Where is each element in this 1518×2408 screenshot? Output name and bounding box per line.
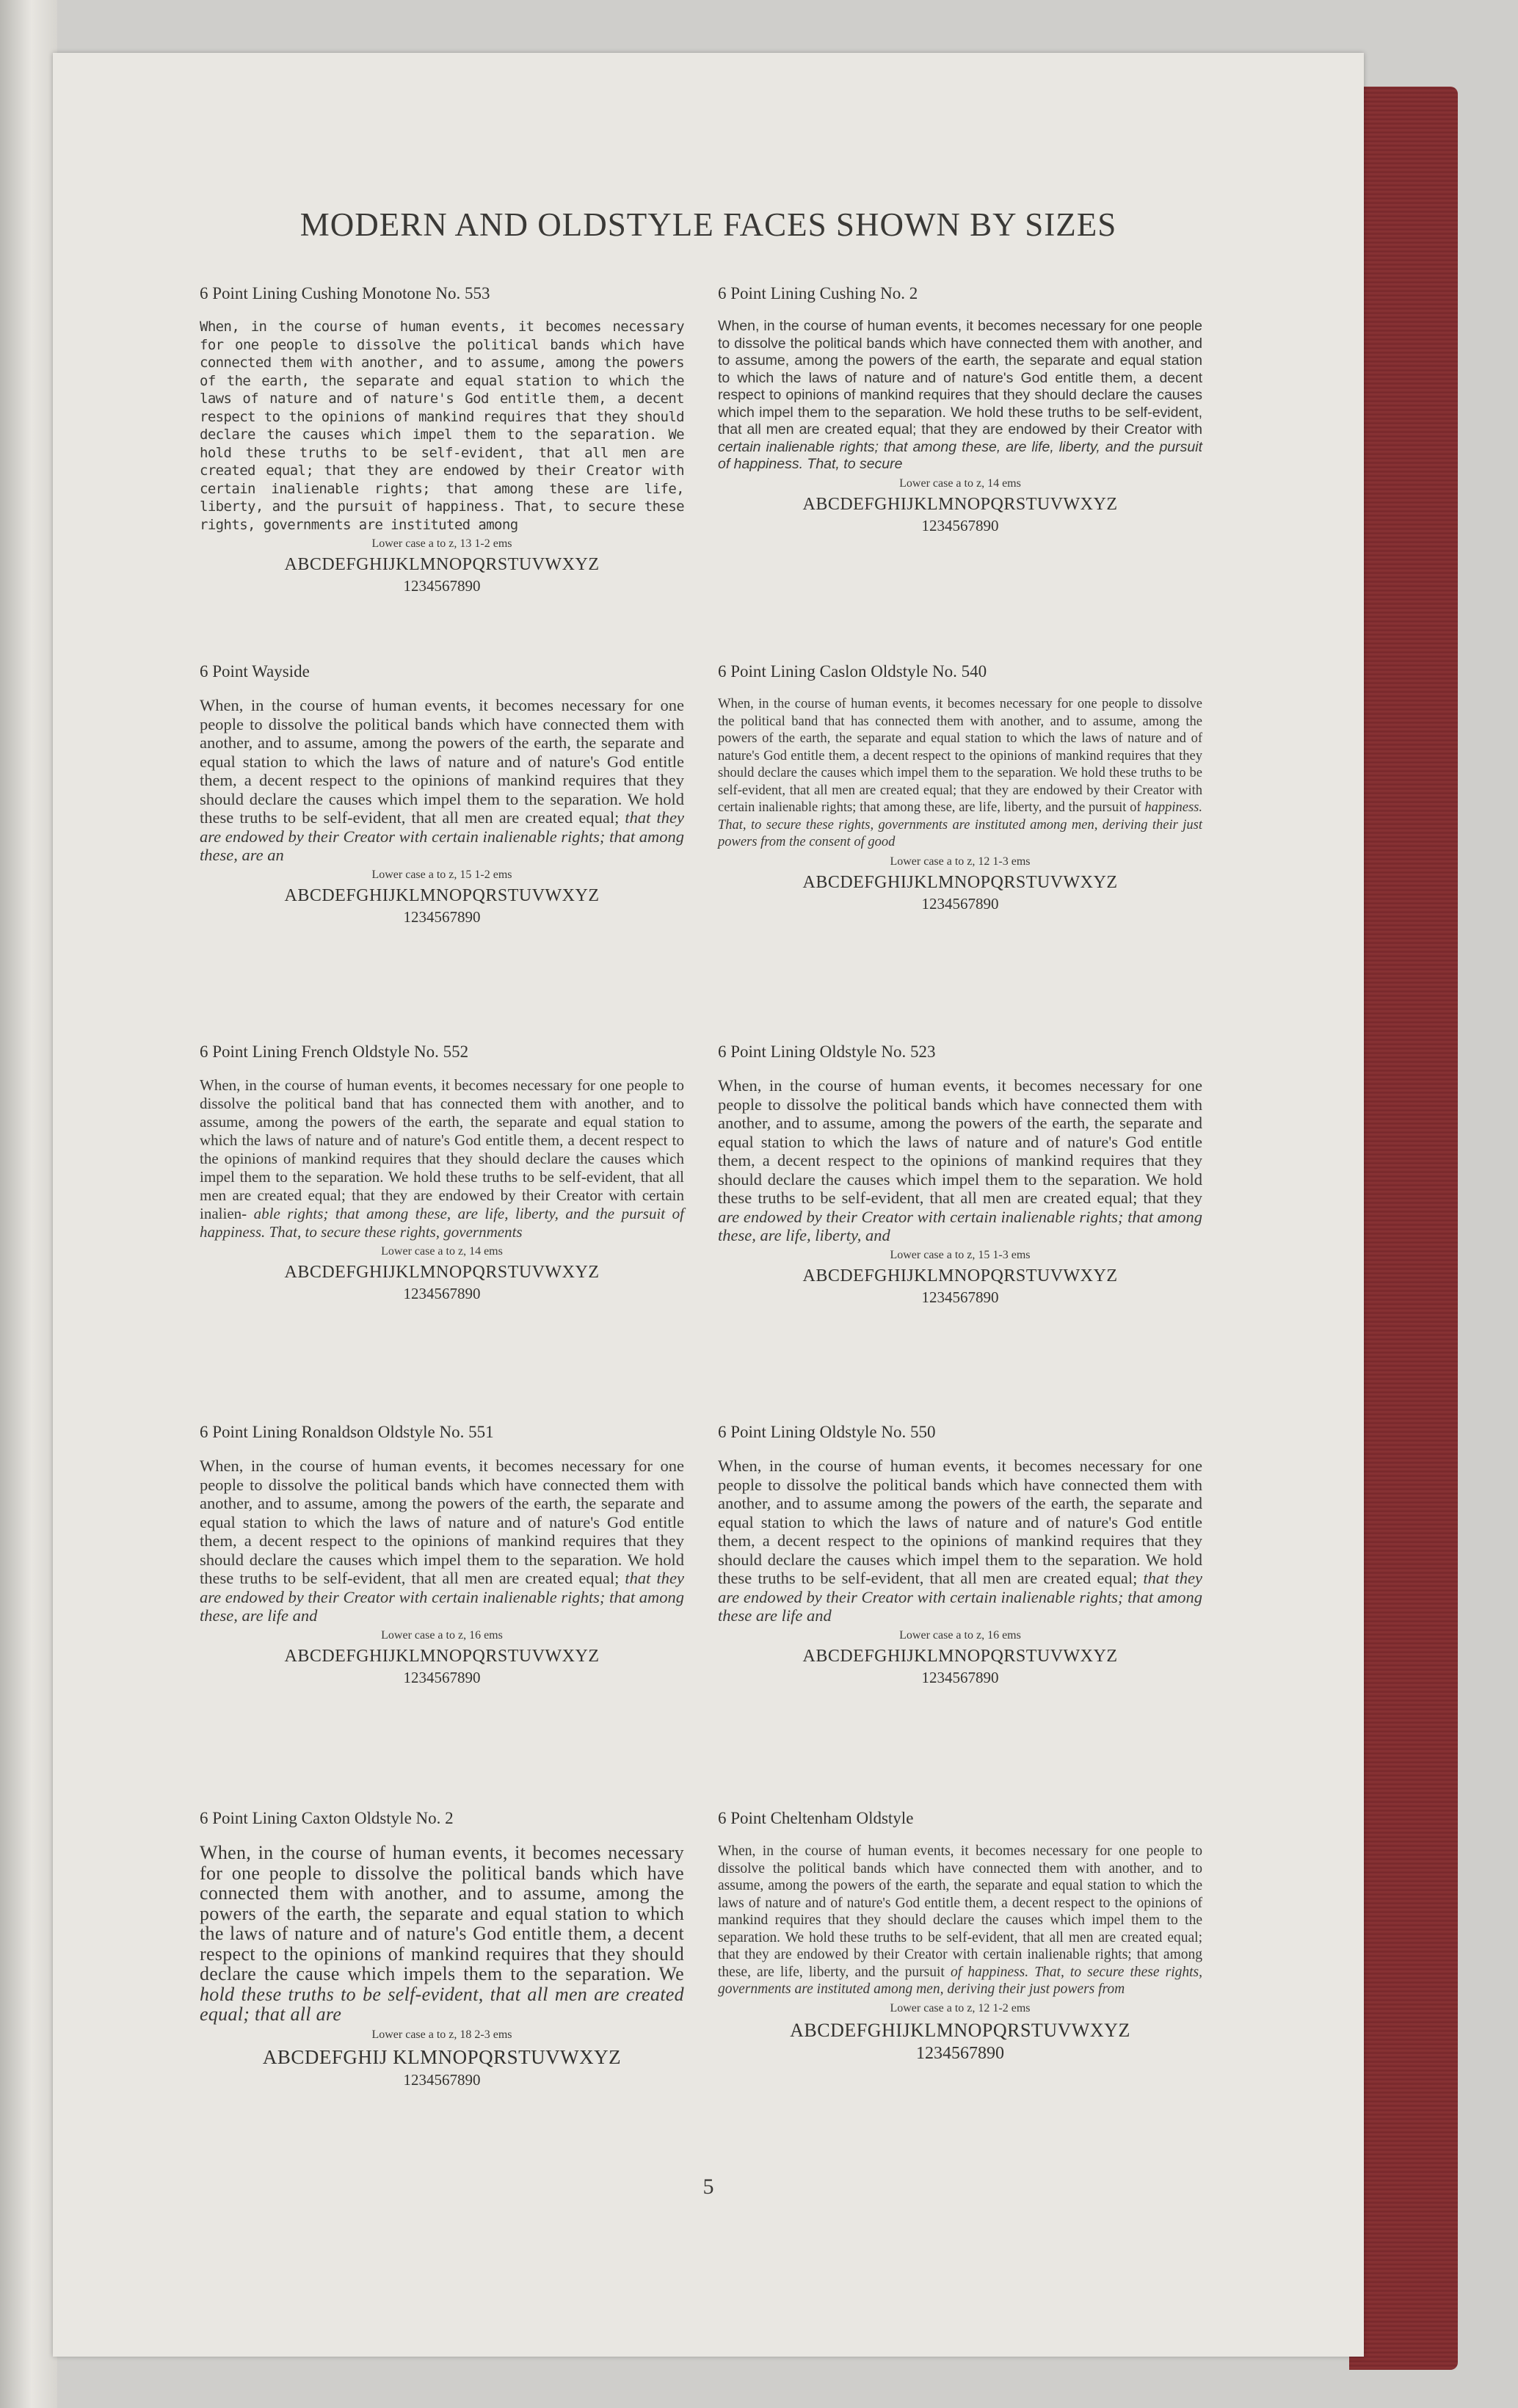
lowercase-ems-note: Lower case a to z, 14 ems: [381, 1245, 503, 1258]
lowercase-ems-note: Lower case a to z, 14 ems: [899, 476, 1021, 490]
specimen-heading: 6 Point Lining Ronaldson Oldstyle No. 551: [200, 1423, 494, 1441]
uppercase-alphabet: ABCDEFGHIJ KLMNOPQRSTUVWXYZ: [262, 2045, 622, 2068]
lowercase-ems-note: Lower case a to z, 15 1-2 ems: [371, 868, 512, 881]
specimen-caslon-oldstyle-540: [718, 662, 1202, 913]
sample-roman-text: When, in the course of human events, it becomes necessary for one people to dissolve the political bands which have connected them with another, and to assume among the powers of the earth, the separate and equal station to which the laws of nature and of nature's God entitle them, a decent respect to the opinions of mankind requires that they should declare the causes which impel them to the separation. We hold these truths to be self-evident, that all men are created equal;: [718, 1457, 1202, 1587]
figures: 1234567890: [921, 894, 999, 913]
specimen-cushing-2: [718, 284, 1202, 535]
specimen-sample-text: [200, 1076, 684, 1241]
book-cover-edge: [1349, 87, 1458, 2370]
specimen-heading: 6 Point Cheltenham Oldstyle: [718, 1809, 914, 1827]
sample-roman-text: When, in the course of human events, it becomes necessary for one people to dissolve the political bands which have connected them with another, and to assume, among the powers of the earth, the separate and equal station to which the laws of nature and of nature's God entitle them, a decent respect to opinions of mankind requires that they should declare the causes which impel them to the separation. We hold these truths to be self-evident, that all men are created equal; that they are endowed by their Creator with: [718, 318, 1202, 438]
figures: 1234567890: [921, 516, 999, 534]
specimen-sample-text: [200, 696, 684, 865]
specimen-sample-text: [718, 1076, 1202, 1245]
figures: 1234567890: [403, 2070, 481, 2089]
sample-italic-text: that they are endowed by their Creator with certain inalienable rights; that among these, are an: [200, 808, 684, 864]
figures: 1234567890: [916, 2043, 1004, 2063]
specimen-caxton-oldstyle-2: [200, 1809, 684, 2089]
sample-italic-text: certain inalienable rights; that among these, are life, liberty, and the pursuit of happiness. That, to secure: [718, 438, 1202, 472]
sample-italic-text: hold these truths to be self-evident, that all men are created equal; that all are: [200, 1983, 684, 2025]
page-title: MODERN AND OLDSTYLE FACES SHOWN BY SIZES: [299, 206, 1117, 243]
specimen-cushing-monotone-553: [200, 284, 684, 595]
sample-italic-text: are endowed by their Creator with certain inalienable rights; that among these, are life, liberty, and: [718, 1207, 1202, 1244]
uppercase-alphabet: ABCDEFGHIJKLMNOPQRSTUVWXYZ: [284, 1263, 600, 1282]
specimen-wayside: [200, 662, 684, 926]
lowercase-ems-note: Lower case a to z, 12 1-2 ems: [890, 2001, 1031, 2014]
uppercase-alphabet: ABCDEFGHIJKLMNOPQRSTUVWXYZ: [802, 494, 1118, 514]
figures: 1234567890: [403, 577, 481, 595]
specimen-heading: 6 Point Lining Cushing Monotone No. 553: [200, 284, 490, 302]
book-page: [53, 53, 1364, 2357]
sample-roman-text: When, in the course of human events, it becomes necessary for one people to dissolve the political bands which have connected them with another, and to assume, among the powers of the earth, the separate and equal station to which the laws of nature and of nature's God entitle them, a decent respect to the opinions of mankind requires that they should declare the causes which impel them to the separation. We hold these truths to be self-evident, that all men are created equal;: [200, 696, 684, 827]
uppercase-alphabet: ABCDEFGHIJKLMNOPQRSTUVWXYZ: [284, 885, 600, 905]
specimen-heading: 6 Point Lining Cushing No. 2: [718, 284, 918, 302]
lowercase-ems-note: Lower case a to z, 16 ems: [899, 1628, 1021, 1642]
specimen-sample-text: [200, 318, 684, 534]
adjacent-page-edge: [0, 0, 57, 2408]
specimen-heading: 6 Point Lining French Oldstyle No. 552: [200, 1042, 469, 1061]
sample-roman-text: When, in the course of human events, it becomes necessary for one people to dissolve the political band that has connected them with another, and to assume, among the powers of the earth, the separate and equal station to which the laws of nature and of nature's God entitle them, a decent respect to the opinions of mankind requires that they should declare the causes which impel them to the separation. We hold these truths to be self-evident, that all men are created equal; that they are endowed by their Creator with certain inalien-: [200, 1076, 684, 1222]
specimen-sample-text: [200, 1457, 684, 1625]
uppercase-alphabet: ABCDEFGHIJKLMNOPQRSTUVWXYZ: [802, 872, 1118, 892]
lowercase-ems-note: Lower case a to z, 18 2-3 ems: [371, 2028, 512, 2041]
uppercase-alphabet: ABCDEFGHIJKLMNOPQRSTUVWXYZ: [802, 1646, 1118, 1666]
specimen-ronaldson-oldstyle-551: [200, 1423, 684, 1687]
specimen-cheltenham-oldstyle: [718, 1809, 1202, 2064]
figures: 1234567890: [921, 1668, 999, 1686]
specimen-french-oldstyle-552: [200, 1042, 684, 1303]
sample-italic-text: able rights; that among these, are life, liberty, and the pursuit of happiness. That, to secure these rights, governments: [200, 1205, 684, 1241]
lowercase-ems-note: Lower case a to z, 16 ems: [381, 1628, 503, 1642]
sample-roman-text: When, in the course of human events, it becomes necessary for one people to dissolve the political bands which have connected them with another, and to assume, among the powers of the earth, the separate and equal station to which the laws of nature and of nature's God entitle them, a decent respect to the opinions of mankind requires that they should declare the causes which impel them to the separation. We hold these truths to be self-evident, that all men are created equal; that they: [718, 1076, 1202, 1207]
sample-italic-text: of happiness. That, to secure these rights, governments are instituted among men, deriving their just powers from: [718, 1964, 1203, 1997]
specimen-heading: 6 Point Wayside: [200, 662, 310, 681]
sample-roman-text: When, in the course of human events, it becomes necessary for one people to dissolve the political band that has connected them with another, and to assume, among the powers of the earth, the separate and equal station to which the laws of nature and of nature's God entitle them, a decent respect to the opinions of mankind requires that they should declare the causes which impel them to the separation. We hold these truths to be self-evident, that all men are created equal; that they are endowed by their Creator with certain inalienable rights; that among these, are life, liberty, and the pursuit of: [718, 697, 1202, 815]
uppercase-alphabet: ABCDEFGHIJKLMNOPQRSTUVWXYZ: [790, 2019, 1130, 2041]
specimen-sample-text: [718, 696, 1202, 852]
specimen-sample-text: [718, 1457, 1202, 1625]
specimen-heading: 6 Point Lining Oldstyle No. 523: [718, 1042, 936, 1061]
figures: 1234567890: [921, 1288, 999, 1306]
uppercase-alphabet: ABCDEFGHIJKLMNOPQRSTUVWXYZ: [284, 555, 600, 574]
sample-italic-text: happiness. That, to secure these rights, governments are instituted among men, deriving their just powers from the consent of good: [718, 800, 1202, 849]
uppercase-alphabet: ABCDEFGHIJKLMNOPQRSTUVWXYZ: [284, 1646, 600, 1666]
page-number: 5: [702, 2175, 714, 2199]
figures: 1234567890: [403, 1668, 481, 1686]
specimen-oldstyle-523: [718, 1042, 1202, 1307]
specimen-sample-text: [200, 1843, 684, 2025]
specimen-sample-text: [718, 318, 1202, 474]
specimen-sample-text: [718, 1843, 1202, 1998]
specimen-heading: 6 Point Lining Caxton Oldstyle No. 2: [200, 1809, 454, 1827]
sample-roman-text: When, in the course of human events, it becomes necessary for one people to dissolve the political bands which have connected them with another, and to assume, among the powers of the earth, the separate and equal station to which the laws of nature and of nature's God entitle them, a decent respect to the opinions of mankind requires that they should declare the causes which impel them to the separation. We hold these truths to be self-evident, that all men are created equal; that they are endowed by their Creator with certain inalienable rights; that among these, are life, liberty, and the pursuit: [718, 1843, 1202, 1980]
lowercase-ems-note: Lower case a to z, 12 1-3 ems: [890, 855, 1031, 868]
specimen-oldstyle-550: [718, 1423, 1202, 1687]
sample-italic-text: that they are endowed by their Creator with certain inalienable rights; that among these are life and: [718, 1569, 1202, 1625]
lowercase-ems-note: Lower case a to z, 15 1-3 ems: [890, 1248, 1031, 1261]
figures: 1234567890: [403, 907, 481, 926]
sample-italic-text: that they are endowed by their Creator with certain inalienable rights; that among these, are life and: [200, 1569, 684, 1625]
specimen-heading: 6 Point Lining Oldstyle No. 550: [718, 1423, 936, 1441]
lowercase-ems-note: Lower case a to z, 13 1-2 ems: [371, 537, 512, 550]
specimen-heading: 6 Point Lining Caslon Oldstyle No. 540: [718, 662, 987, 681]
sample-roman-text: When, in the course of human events, it becomes necessary for one people to dissolve the political bands which have connected them with another, and to assume, among the powers of the earth, the separate and equal station to which the laws of nature and of nature's God entitle them, a decent respect to the opinions of mankind requires that they should declare the cause which impels them to the separation. We: [200, 1842, 684, 1984]
uppercase-alphabet: ABCDEFGHIJKLMNOPQRSTUVWXYZ: [802, 1266, 1118, 1285]
sample-roman-text: When, in the course of human events, it becomes necessary for one people to dissolve the political bands which have connected them with another, and to assume, among the powers of the earth, the separate and equal station to which the laws of nature and of nature's God entitle them, a decent respect to the opinions of mankind requires that they should declare the causes which impel them to the separation. We hold these truths to be self-evident, that all men are created equal; that they are endowed by their Creator with certain inalienable rights; that among these are life, liberty, and the pursuit of happiness. That, to secure these rights, governments are instituted among: [200, 319, 684, 533]
figures: 1234567890: [403, 1285, 481, 1302]
sample-roman-text: When, in the course of human events, it becomes necessary for one people to dissolve the political bands which have connected them with another, and to assume, among the powers of the earth, the separate and equal station to which the laws of nature and of nature's God entitle them, a decent respect to the opinions of mankind requires that they should declare the causes which impel them to the separation. We hold these truths to be self-evident, that all men are created equal;: [200, 1457, 684, 1587]
